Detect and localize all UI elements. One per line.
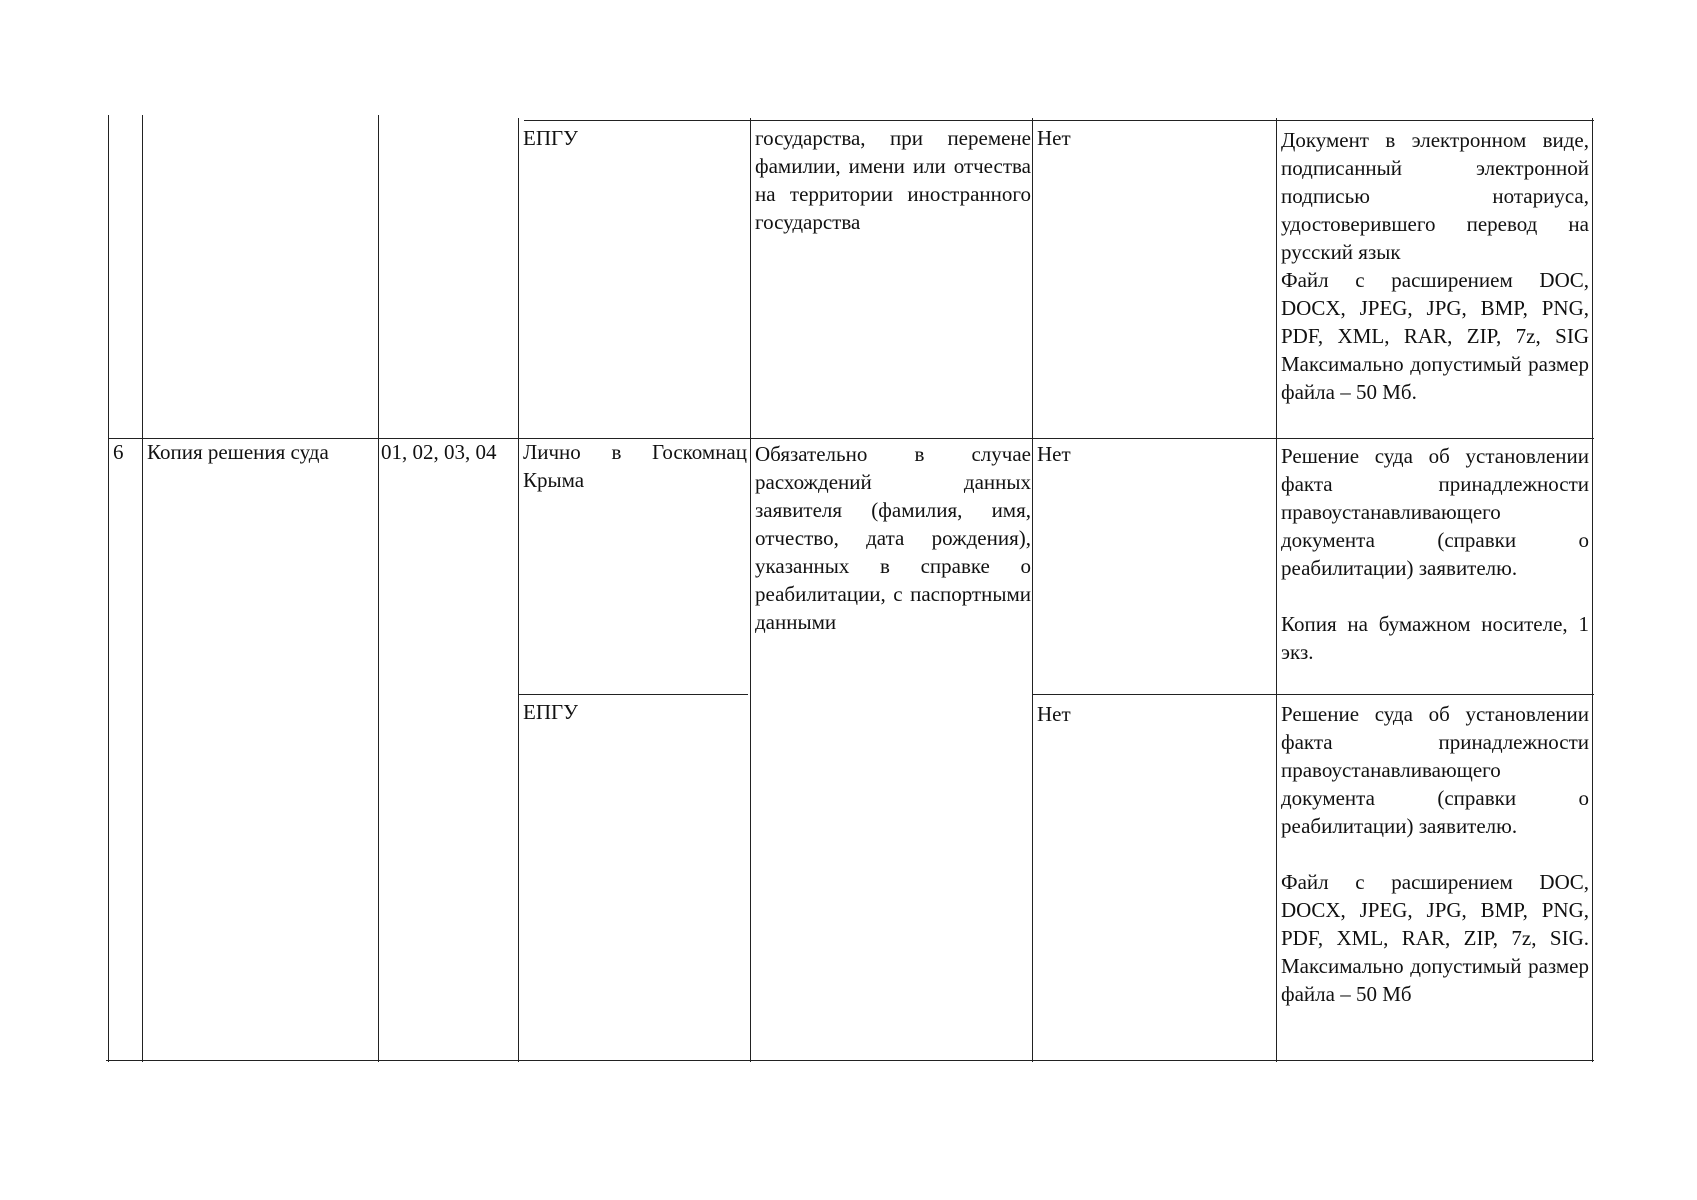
column-divider-1 bbox=[142, 115, 143, 1062]
cont-condition-text: государства, при перемене фамилии, имени или отчества на территории иностранного государства bbox=[755, 126, 1031, 234]
cont-condition-cell bbox=[752, 124, 1034, 236]
method-cell-personal bbox=[520, 438, 750, 494]
cont-method-cell bbox=[520, 124, 748, 152]
required-epgu-text: Нет bbox=[1037, 702, 1071, 726]
requirement-paragraph: Решение суда об установлении факта принадлежности правоустанавливающего документа (справки о реабилитации) заявителю. bbox=[1281, 444, 1589, 580]
row-number-cell bbox=[110, 438, 142, 466]
subrow-divider-method bbox=[518, 694, 748, 695]
requirement-paragraph: Файл с расширением DOC, DOCX, JPEG, JPG, BMP, PNG, PDF, XML, RAR, ZIP, 7z, SIG. Максимально допустимый размер файла – 50 Мб bbox=[1281, 870, 1589, 1006]
requirement-paragraph: Копия на бумажном носителе, 1 экз. bbox=[1281, 612, 1589, 664]
table-border-right bbox=[1592, 118, 1593, 1062]
table-border-top-segment bbox=[524, 120, 1594, 121]
method-cell-epgu bbox=[520, 698, 748, 726]
method-epgu-text: ЕПГУ bbox=[523, 700, 579, 724]
column-divider-2 bbox=[378, 115, 379, 1062]
table-border-left bbox=[108, 115, 109, 1062]
row-number: 6 bbox=[113, 440, 124, 464]
required-cell-personal bbox=[1034, 440, 1274, 468]
cont-method-text: ЕПГУ bbox=[523, 126, 579, 150]
requirements-cell-epgu bbox=[1278, 700, 1592, 1008]
codes-cell bbox=[380, 438, 520, 466]
cont-requirements-cell bbox=[1278, 126, 1592, 406]
condition-text: Обязательно в случае расхождений данных заявителя (фамилия, имя, отчество, дата рождения), указанных в справке о реабилитации, с паспортными данными bbox=[755, 442, 1031, 634]
document-name: Копия решения суда bbox=[147, 440, 329, 464]
cont-requirement-paragraph: Документ в электронном виде, подписанный электронной подписью нотариуса, удостоверившего перевод на русский язык bbox=[1281, 128, 1589, 264]
condition-cell bbox=[752, 440, 1034, 636]
requirements-cell-personal bbox=[1278, 442, 1592, 666]
document-name-cell bbox=[144, 438, 378, 466]
requirement-paragraph: Решение суда об установлении факта принадлежности правоустанавливающего документа (справки о реабилитации) заявителю. bbox=[1281, 702, 1589, 838]
subrow-divider-requirements bbox=[1032, 694, 1594, 695]
codes-text: 01, 02, 03, 04 bbox=[381, 440, 497, 464]
column-divider-3 bbox=[518, 118, 519, 1062]
method-personal-text: Лично в Госкомнац Крыма bbox=[523, 440, 747, 492]
required-cell-epgu bbox=[1034, 700, 1274, 728]
required-personal-text: Нет bbox=[1037, 442, 1071, 466]
cont-required-text: Нет bbox=[1037, 126, 1071, 150]
cont-required-cell bbox=[1034, 124, 1274, 152]
table-border-bottom bbox=[106, 1060, 1594, 1061]
cont-requirement-paragraph: Файл с расширением DOC, DOCX, JPEG, JPG, BMP, PNG, PDF, XML, RAR, ZIP, 7z, SIG Максимально допустимый размер файла – 50 Мб. bbox=[1281, 268, 1589, 404]
